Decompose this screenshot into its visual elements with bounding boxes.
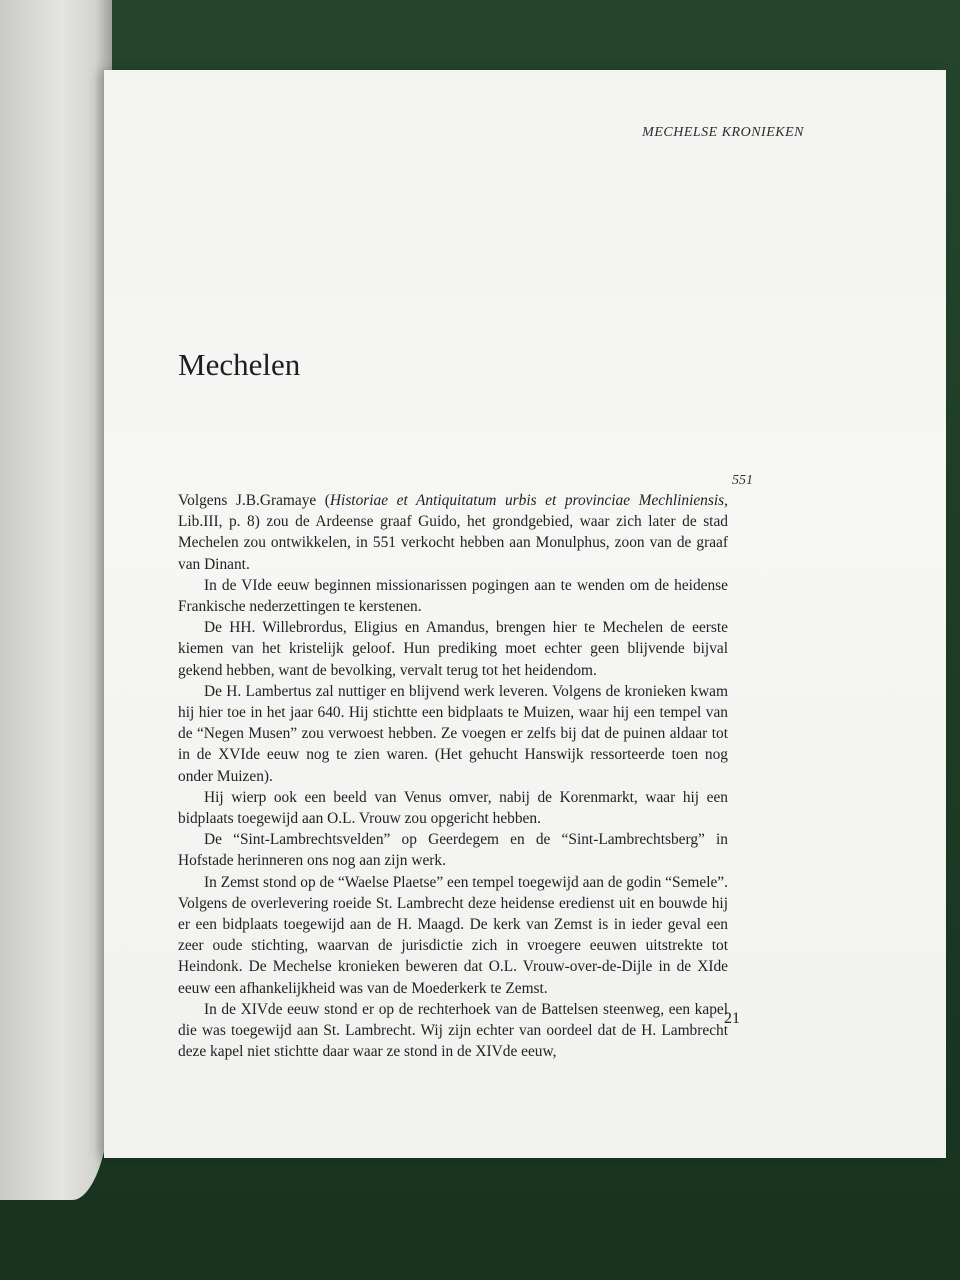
book-page bbox=[104, 70, 946, 1158]
paragraph-6: De “Sint-Lambrechtsvelden” op Geerdegem en de “Sint-Lambrechtsberg” in Hofstade herinneren ons nog aan zijn werk. bbox=[178, 831, 728, 870]
paragraph-3: De HH. Willebrordus, Eligius en Amandus, brengen hier te Mechelen de eerste kiemen van het kristelijk geloof. Hun prediking moet echter geen blijvende bijval gekend hebben, want de bevolking, vervalt terug tot het heidendom. bbox=[178, 619, 728, 679]
facing-page-edge bbox=[0, 0, 112, 1200]
paragraph-8: In de XIVde eeuw stond er op de rechterhoek van de Battelsen steenweg, een kapel die was toegewijd aan St. Lambrecht. Wij zijn echter van oordeel dat de H. Lambrecht deze kapel niet stichtte daar waar ze stond in de XIVde eeuw, bbox=[178, 1000, 728, 1061]
book-title-italic: Historiae et Antiquitatum urbis et provinciae Mechliniensis bbox=[329, 492, 725, 509]
paragraph-2: In de VIde eeuw beginnen missionarissen pogingen aan te wenden om de heidense Frankische nederzettingen te kerstenen. bbox=[178, 576, 728, 616]
chapter-title: Mechelen bbox=[178, 347, 301, 382]
page-number: 21 bbox=[724, 1010, 740, 1027]
paragraph-4: De H. Lambertus zal nuttiger en blijvend werk leveren. Volgens de kronieken kwam hij hier toe in het jaar 640. Hij stichtte een bidplaats te Muizen, waar hij een tempel van de “Negen Musen” zou verwoest hebben. Ze voegen er zelfs bij dat de puinen aldaar tot in de XVIde eeuw nog te zien waren. (Het gehucht Hanswijk ressorteerde toen nog onder Muizen). bbox=[178, 682, 728, 785]
paragraph-1-post: , Lib.III, p. 8) zou de Ardeense graaf Guido, het grondgebied, waar zich later de stad Mechelen zou ontwikkelen, in 551 verkocht hebben aan Monulphus, zoon van de graaf van Dinant. bbox=[178, 492, 728, 573]
margin-year-note: 551 bbox=[732, 473, 753, 488]
paragraph-5: Hij wierp ook een beeld van Venus omver, nabij de Korenmarkt, waar hij een bidplaats toegewijd aan O.L. Vrouw zou opgericht hebben. bbox=[178, 788, 728, 828]
paragraph-1 bbox=[178, 490, 728, 575]
paragraph-7: In Zemst stond op de “Waelse Plaetse” een tempel toegewijd aan de godin “Semele”. Volgens de overlevering roeide St. Lambrecht deze heidense eredienst uit en bouwde hij er een bidplaats toegewijd aan de H. Maagd. De kerk van Zemst is in ieder geval een zeer oude stichting, waarvan de jurisdictie zich in vroegere eeuwen uitstrekte tot Heindonk. De Mechelse kronieken beweren dat O.L. Vrouw-over-de-Dijle in de XIde eeuw een afhankelijkheid was van de Moederkerk te Zemst. bbox=[178, 873, 728, 997]
paragraph-1-pre: Volgens J.B.Gramaye ( bbox=[178, 492, 330, 509]
body-text bbox=[178, 490, 728, 1062]
running-head: MECHELSE KRONIEKEN bbox=[642, 125, 804, 140]
